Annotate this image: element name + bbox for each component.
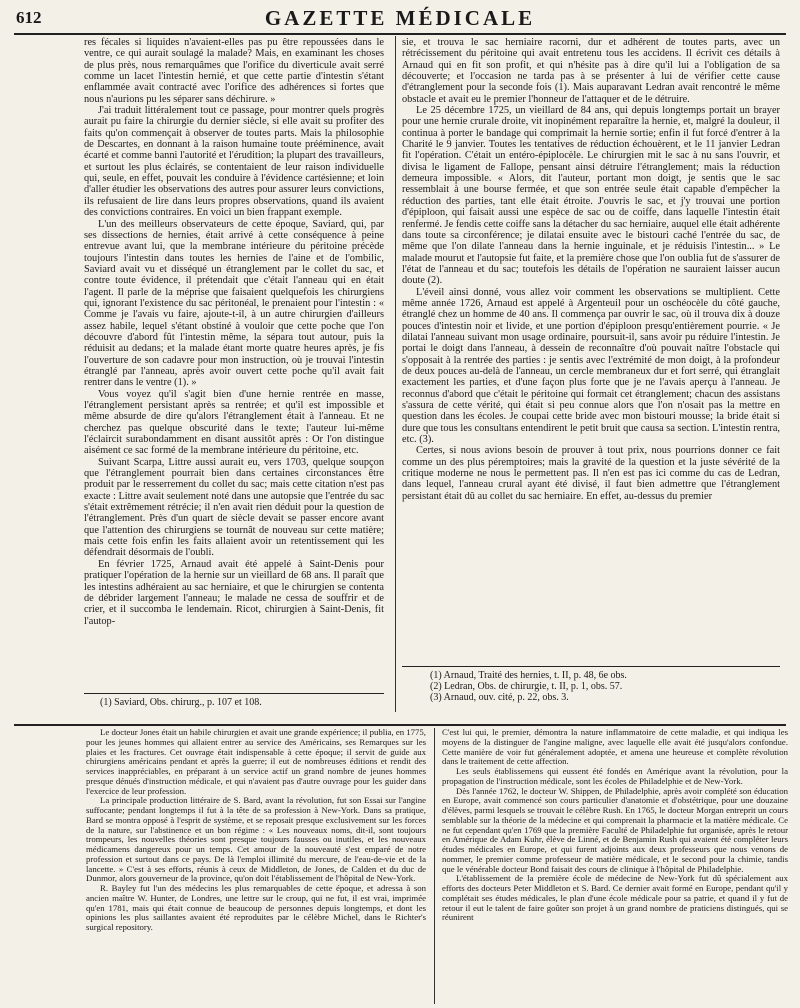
paragraph: L'un des meilleurs observateurs de cette époque, Saviard, qui, par ses dissections de hernies, était arrivé à cette conséquence à peine entrevue avant lui, que la membrane intérieure du péritoine précède toujours l'intestin dans toutes les hernies de l'aine et de l'ombilic, Saviard avait vu et disséqué un étranglement par le collet du sac, et contre toute évidence, il prétendait que c'était l'anneau qui en était l'agent. Il parle de la méprise que faisaient quelquefois les chirurgiens qui, ignorant l'existence du sac péritonéal, le prenaient pour l'intestin : « Comme je l'avais vu faire, ajoute-t-il, à un autre chirurgien d'ailleurs assez habile, lequel s'étant obstiné à vouloir que cette poche que l'on découvre d'abord fût l'intestin même, la sépara tout autour, puis la réduisit au dedans; et la malade étant morte quatre heures après, je fis l'ouverture de son cadavre pour mon instruction, où je trouvai l'intestin étranglé par l'anneau, après avoir ouvert cette poche qu'il avait fait rentrer dans le ventre (1). » [84, 218, 384, 389]
paragraph: Le 25 décembre 1725, un vieillard de 84 ans, qui depuis longtemps portait un brayer pour une hernie crurale droite, vit inopinément reparaître la hernie, et, malgré la douleur, il continua à porter le bandage qui comprimait la hernie sortie; enfin il fut forcé d'entrer à la Charité le 9 janvier. Toutes les tentatives de réduction échouèrent, et le 11 janvier Ledran fit l'opération. C'était un entéro-épiplocèle. Le chirurgien mit le sac à nu sans l'ouvrir, et divisa le ligament de Fallope, pensant ainsi détruire l'étranglement; mais la réduction demeura impossible. « Alors, dit l'auteur, portant mon doigt, je sentis que le sac ressemblait à une bourse fermée, et que son entrée seule était capable d'empêcher la réduction des parties, tant elle était étroite. J'ouvris le sac, et j'y trouvai une portion d'épiploon, qui faisait aussi une espèce de sac ou de coiffe, dans laquelle l'intestin était renfermé. Je fendis cette coiffe sans la détacher du sac herniaire, auquel elle était adhérente dans toute sa circonférence; je dilatai ensuite avec le bistouri caché l'entrée du sac, de même que l'on dilate l'anneau dans la hernie inguinale, et je réduisis l'intestin... » Le malade mourut et l'autopsie fut faite, et la première chose que l'on oublia fut de s'assurer de l'état de l'anneau et du sac; toutefois les détails de l'opération ne sauraient laisser aucun doute (2). [402, 105, 780, 287]
paragraph: Certes, si nous avions besoin de prouver à tout prix, nous pourrions donner ce fait comme un des plus péremptoires; mais la gravité de la question et la juste sévérité de la critique moderne ne nous le permettent pas. Il n'en est pas ici comme du cas de Ledran, dans lequel, l'anneau crural ayant été divisé, il faut bien admettre que l'étranglement persistant était dû au collet du sac herniaire. En effet, au-dessus du premier [402, 445, 780, 502]
footnote: (1) Saviard, Obs. chirurg., p. 107 et 108. [100, 697, 262, 708]
paragraph: Suivant Scarpa, Littre aussi aurait eu, vers 1703, quelque soupçon que l'étranglement pourrait bien dans certaines circonstances être produit par le resserrement du collet du sac; mais cette citation n'est pas exacte : Littre avait seulement noté dans une autopsie que l'entrée du sac s'était extrêmement rétrécie; il n'en avait rien déduit pour la question de l'étranglement. Près d'un quart de siècle devait se passer encore avant que l'attention des chirurgiens se tournât de nouveau sur cette matière; mais cette fois enfin les faits allaient avoir un retentissement qui les défendrait désormais de l'oubli. [84, 456, 384, 559]
footnote-rule [402, 666, 780, 667]
paragraph: Les seuls établissemens qui eussent été fondés en Amérique avant la révolution, pour la propagation de l'instruction médicale, sont les écoles de Philadelphie et de New-York. [442, 766, 788, 786]
column-divider [434, 728, 435, 1004]
paragraph: Vous voyez qu'il s'agit bien d'une hernie rentrée en masse, l'étranglement persistant après sa rentrée; et qu'il est impossible et même absurde de dire qu'alors l'étranglement était à l'anneau. Et ne cherchez pas quelque obscurité dans le texte; l'auteur lui-même l'éclaircit surabondamment en disant aussitôt après : Or l'on distingue aisément ce sac formé de la membrane intérieure du péritoine, etc. [84, 388, 384, 457]
paragraph: En février 1725, Arnaud avait été appelé à Saint-Denis pour pratiquer l'opération de la hernie sur un vieillard de 68 ans. Il paraît que les intestins adhéraient au sac herniaire, et que le chirurgien se contenta de débrider largement l'anneau; le malade ne cessa de souffrir et de crier, et il succomba le lendemain. Ricot, chirurgien à Saint-Denis, fit l'autop- [84, 558, 384, 627]
footnote-rule [84, 693, 384, 694]
upper-right-column [402, 37, 780, 502]
header-rule [14, 33, 786, 35]
lower-left-column [86, 728, 426, 933]
footnote: (3) Arnaud, ouv. cité, p. 22, obs. 3. [430, 692, 569, 703]
footnote: (1) Arnaud, Traité des hernies, t. II, p. 48, 6e obs. [430, 670, 627, 681]
footnote: (2) Ledran, Obs. de chirurgie, t. II, p. 1, obs. 57. [430, 681, 623, 692]
upper-left-footnote [100, 697, 390, 708]
paragraph: La principale production littéraire de S. Bard, avant la révolution, fut son Essai sur l'angine suffocante; pendant longtemps il fut à la tête de sa profession à New-York. Dans sa pratique, Bard se montra opposé à l'esprit de système, et se reposait presque exclusivement sur les forces de la nature, sur l'abstinence et un bon régime : « Les nouveaux noms, dit-il, sont toujours trompeurs, les nouvelles théories sont presque toujours fausses ou inutiles, et les nouveaux médicamens dangereux pour un temps. Cet amour de la nouveauté s'est emparé de notre profession et surtout dans ce pays. De là l'emploi illimité du mercure, de l'eau-de-vie et de la lancette. » C'est à ses efforts, réunis à ceux de Middleton, de Jones, de Calden et du duc de Dunmor, alors gouverneur de la province, qu'on doit l'établissement de l'hôpital de New-York. [86, 795, 426, 884]
paragraph: C'est lui qui, le premier, démontra la nature inflammatoire de cette maladie, et qui indiqua les moyens de la distinguer de l'angine maligne, avec laquelle elle avait été jusqu'alors confondue. Cette manière de voir fut généralement adoptée, et amena une heureuse et complète révolution dans le traitement de cette affection. [442, 727, 788, 767]
lower-right-column [442, 728, 788, 923]
paragraph: L'établissement de la première école de médecine de New-York fut dû spécialement aux efforts des docteurs Peter Middleton et S. Bard. Ce dernier avait formé en Europe, pendant qu'il y complétait ses études médicales, le plan d'une école médicale pour sa patrie, et quand il y fut de retour il eut le talent de faire goûter son projet à un grand nombre de praticiens distingués, qui se réunirent [442, 873, 788, 923]
section-rule [14, 724, 786, 726]
paragraph: Dès l'année 1762, le docteur W. Shippen, de Philadelphie, après avoir complété son éducation en Europe, avait commencé son cours particulier d'anatomie et d'obstétrique, pour une douzaine d'élèves, parmi lesquels se trouvait le célèbre Rush. En 1765, le docteur Morgan entreprit un cours semblable sur la théorie de la médecine et qui comprenait la pharmacie et la matière médicale. Ce ne fut cependant qu'en 1769 que la première Faculté de Philadelphie fut organisée, après le retour en Amérique de Adam Kuhr, élève de Linné, et de Benjamin Rush qui avaient été compléter leurs études médicales en Europe, et qui furent adjoints aux deux professeurs que nous venons de nommer, le premier comme professeur de matière médicale, et le second pour la chimie, tandis que le vénérable docteur Bond faisait des cours de clinique à l'hôpital de Philadelphie. [442, 785, 788, 874]
upper-right-footnotes [430, 670, 770, 703]
paragraph: sie, et trouva le sac herniaire racorni, dur et adhérent de toutes parts, avec un rétrécissement du péritoine qui avait entretenu tous les accidens. Il écrivit ces détails à Arnaud qui en fit son profit, et qui n'hésite pas à dire qu'il lui a l'obligation de sa découverte; et l'occasion ne tarda pas à se présenter à lui de vérifier cette cause d'étranglement pour la seconde fois (1). Mais auparavant Ledran avait rencontré le même obstacle et avait eu le premier l'honneur de l'attaquer et de le détruire. [402, 37, 780, 105]
column-divider [395, 36, 396, 712]
paragraph: res fécales si liquides n'avaient-elles pas pu être repoussées dans le ventre, ce qui aurait soulagé la malade? Mais, en examinant les choses de plus près, nous remarquâmes que l'orifice du diverticule avait serré comme un lacet l'intestin hernié, et que cette partie d'intestin s'étant enflammée avait contracté avec l'orifice des adhérences si fortes que nous n'aurions pu les séparer sans déchirure. » [84, 37, 384, 105]
upper-left-column [84, 37, 384, 627]
paragraph: R. Bayley fut l'un des médecins les plus remarquables de cette époque, et adressa à son ancien maître W. Hunter, de Londres, une lettre sur le croup, qui ne fut, il est vrai, imprimée qu'en 1781, mais qui était connue de beaucoup de personnes depuis longtemps, et dont les opinions les plus saillantes avaient été reproduites par le célèbre Michel, dans le Richter's surgical repository. [86, 883, 426, 932]
page-header [14, 6, 786, 32]
paragraph: J'ai traduit littéralement tout ce passage, pour montrer quels progrès aurait pu faire la chirurgie du dernier siècle, si elle avait su profiter des faits qu'on commençait à observer de toutes parts. Mais la philosophie de Descartes, en donnant à la raison humaine toute prééminence, avait écarté et comme banni l'autorité et l'érudition; la plupart des travailleurs, et surtout les plus éclairés, se contentaient de leur raison individuelle qui, seule, en effet, pouvait les conduire à l'évidence cartésienne; et loin d'aller étudier les observations des autres pour assurer leurs convictions, ils refusaient de lire dans leurs propres observations, quand ils avaient des convictions contraires. En voici un bien frappant exemple. [84, 105, 384, 219]
page-number: 612 [16, 8, 42, 27]
paragraph: L'éveil ainsi donné, vous allez voir comment les observations se multiplient. Cette même année 1726, Arnaud est appelé à Argenteuil pour un oschéocèle du côté gauche, étranglé chez un homme de 40 ans. Il commença par ouvrir le sac, où il trouva dix à douze pouces d'intestin noir et livide, et une portion d'épiploon presqu'entièrement pourrie. « Je dilatai l'anneau suivant mon usage ordinaire, poursuit-il, sans avoir pu réduire l'intestin. Je portai le doigt dans l'anneau, à dessein de reconnaître d'où pouvait naître l'obstacle qui s'opposait à la rentrée des parties : je sentis avec l'extrémité de mon doigt, à la profondeur de deux pouces au-delà de l'anneau, un cercle membraneux dur et fort serré, qui étranglait exactement les parties, et d'une façon plus forte que je ne l'avais aperçu à l'anneau. Je reconnus d'abord que c'était le péritoine qui formait cet étranglement; chacun des assistans s'assura de cette vérité, qui était si peu connue alors que l'on n'osait pas la mettre en question dans les écoles. Je coupai cette bride avec mon bistouri mousse; la bride était si dure que tous les consultans entendirent le petit bruit que causa sa section. L'intestin rentra, etc. (3). [402, 286, 780, 446]
journal-title: GAZETTE MÉDICALE [264, 6, 536, 30]
paragraph: Le docteur Jones était un habile chirurgien et avait une grande expérience; il publia, en 1775, pour les jeunes hommes qui allaient entrer au service des Américains, ses Remarques sur les plaies et les fractures. Cet ouvrage était indispensable à cette époque; il servit de guide aux chirurgiens américains pendant et après la guerre; il eut de nombreuses éditions et rendit des services inappréciables, en préparant à un service actif un grand nombre de jeunes hommes presque dénués d'instruction médicale, et qui n'avaient pas d'autre ouvrage pour les guider dans l'exercice de leur profession. [86, 727, 426, 796]
